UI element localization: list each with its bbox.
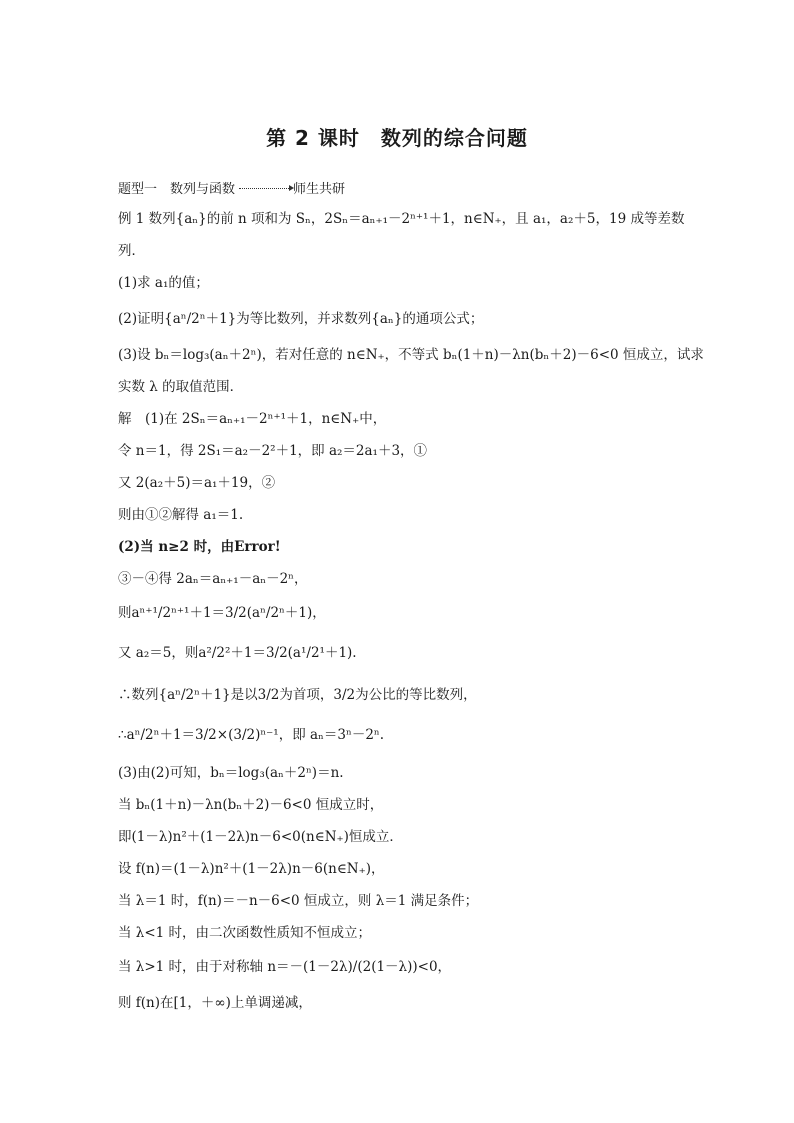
text-line: ∴数列{aⁿ/2ⁿ＋1}是以3/2为首项，3/2为公比的等比数列， [118, 687, 477, 703]
text-line: 当 bₙ(1＋n)－λn(bₙ＋2)－6<0 恒成立时， [118, 797, 384, 813]
text-line: 解 (1)在 2Sₙ＝aₙ₊₁－2ⁿ⁺¹＋1，n∈N₊中， [118, 411, 387, 427]
text-line: (3)设 bₙ＝log₃(aₙ＋2ⁿ)，若对任意的 n∈N₊，不等式 bₙ(1＋n)－λn(bₙ＋2)－6<0 恒成立，试求 [118, 347, 704, 363]
dotted-arrow-icon [239, 188, 291, 189]
text-line: 则 f(n)在[1，＋∞)上单调递减， [118, 995, 312, 1011]
text-line: 实数 λ 的取值范围． [118, 379, 244, 395]
text-line: 例 1 数列{aₙ}的前 n 项和为 Sₙ，2Sₙ＝aₙ₊₁－2ⁿ⁺¹＋1，n∈N₊，且 a₁，a₂＋5，19 成等差数 [118, 211, 685, 227]
text-line: 当 λ＝1 时，f(n)＝－n－6<0 恒成立，则 λ＝1 满足条件； [118, 893, 479, 909]
text-line: (2)当 n≥2 时，由Error! [118, 539, 281, 555]
text-line: 又 a₂＝5，则a²/2²＋1＝3/2(a¹/2¹＋1). [118, 645, 357, 661]
text-line: 则aⁿ⁺¹/2ⁿ⁺¹＋1＝3/2(aⁿ/2ⁿ＋1)， [118, 605, 326, 621]
text-line: 则由①②解得 a₁＝1. [118, 507, 244, 523]
page-title: 第 2 课时 数列的综合问题 [266, 126, 528, 150]
text-line: ∴aⁿ/2ⁿ＋1＝3/2×(3/2)ⁿ⁻¹，即 aₙ＝3ⁿ－2ⁿ. [118, 727, 385, 743]
text-line: 设 f(n)＝(1－λ)n²＋(1－2λ)n－6(n∈N₊)， [118, 861, 385, 877]
text-line: (1)求 a₁的值； [118, 275, 209, 291]
section-tag: 师生共研 [293, 182, 346, 197]
text-line: 即(1－λ)n²＋(1－2λ)n－6<0(n∈N₊)恒成立． [118, 829, 403, 845]
text-line: 当 λ>1 时，由于对称轴 n＝－(1－2λ)/(2(1－λ))<0， [118, 959, 452, 975]
text-line: 列． [118, 243, 145, 259]
text-line: (3)由(2)可知，bₙ＝log₃(aₙ＋2ⁿ)＝n. [118, 765, 344, 781]
section-label: 题型一 数列与函数 [118, 182, 236, 197]
section-heading [118, 178, 345, 197]
text-line: 当 λ<1 时，由二次函数性质知不恒成立； [118, 925, 372, 941]
text-line: ③－④得 2aₙ＝aₙ₊₁－aₙ－2ⁿ， [118, 571, 308, 587]
text-line: (2)证明{aⁿ/2ⁿ＋1}为等比数列，并求数列{aₙ}的通项公式； [118, 311, 484, 327]
text-line: 又 2(a₂＋5)＝a₁＋19，② [118, 475, 276, 491]
text-line: 令 n＝1，得 2S₁＝a₂－2²＋1，即 a₂＝2a₁＋3，① [118, 443, 428, 459]
